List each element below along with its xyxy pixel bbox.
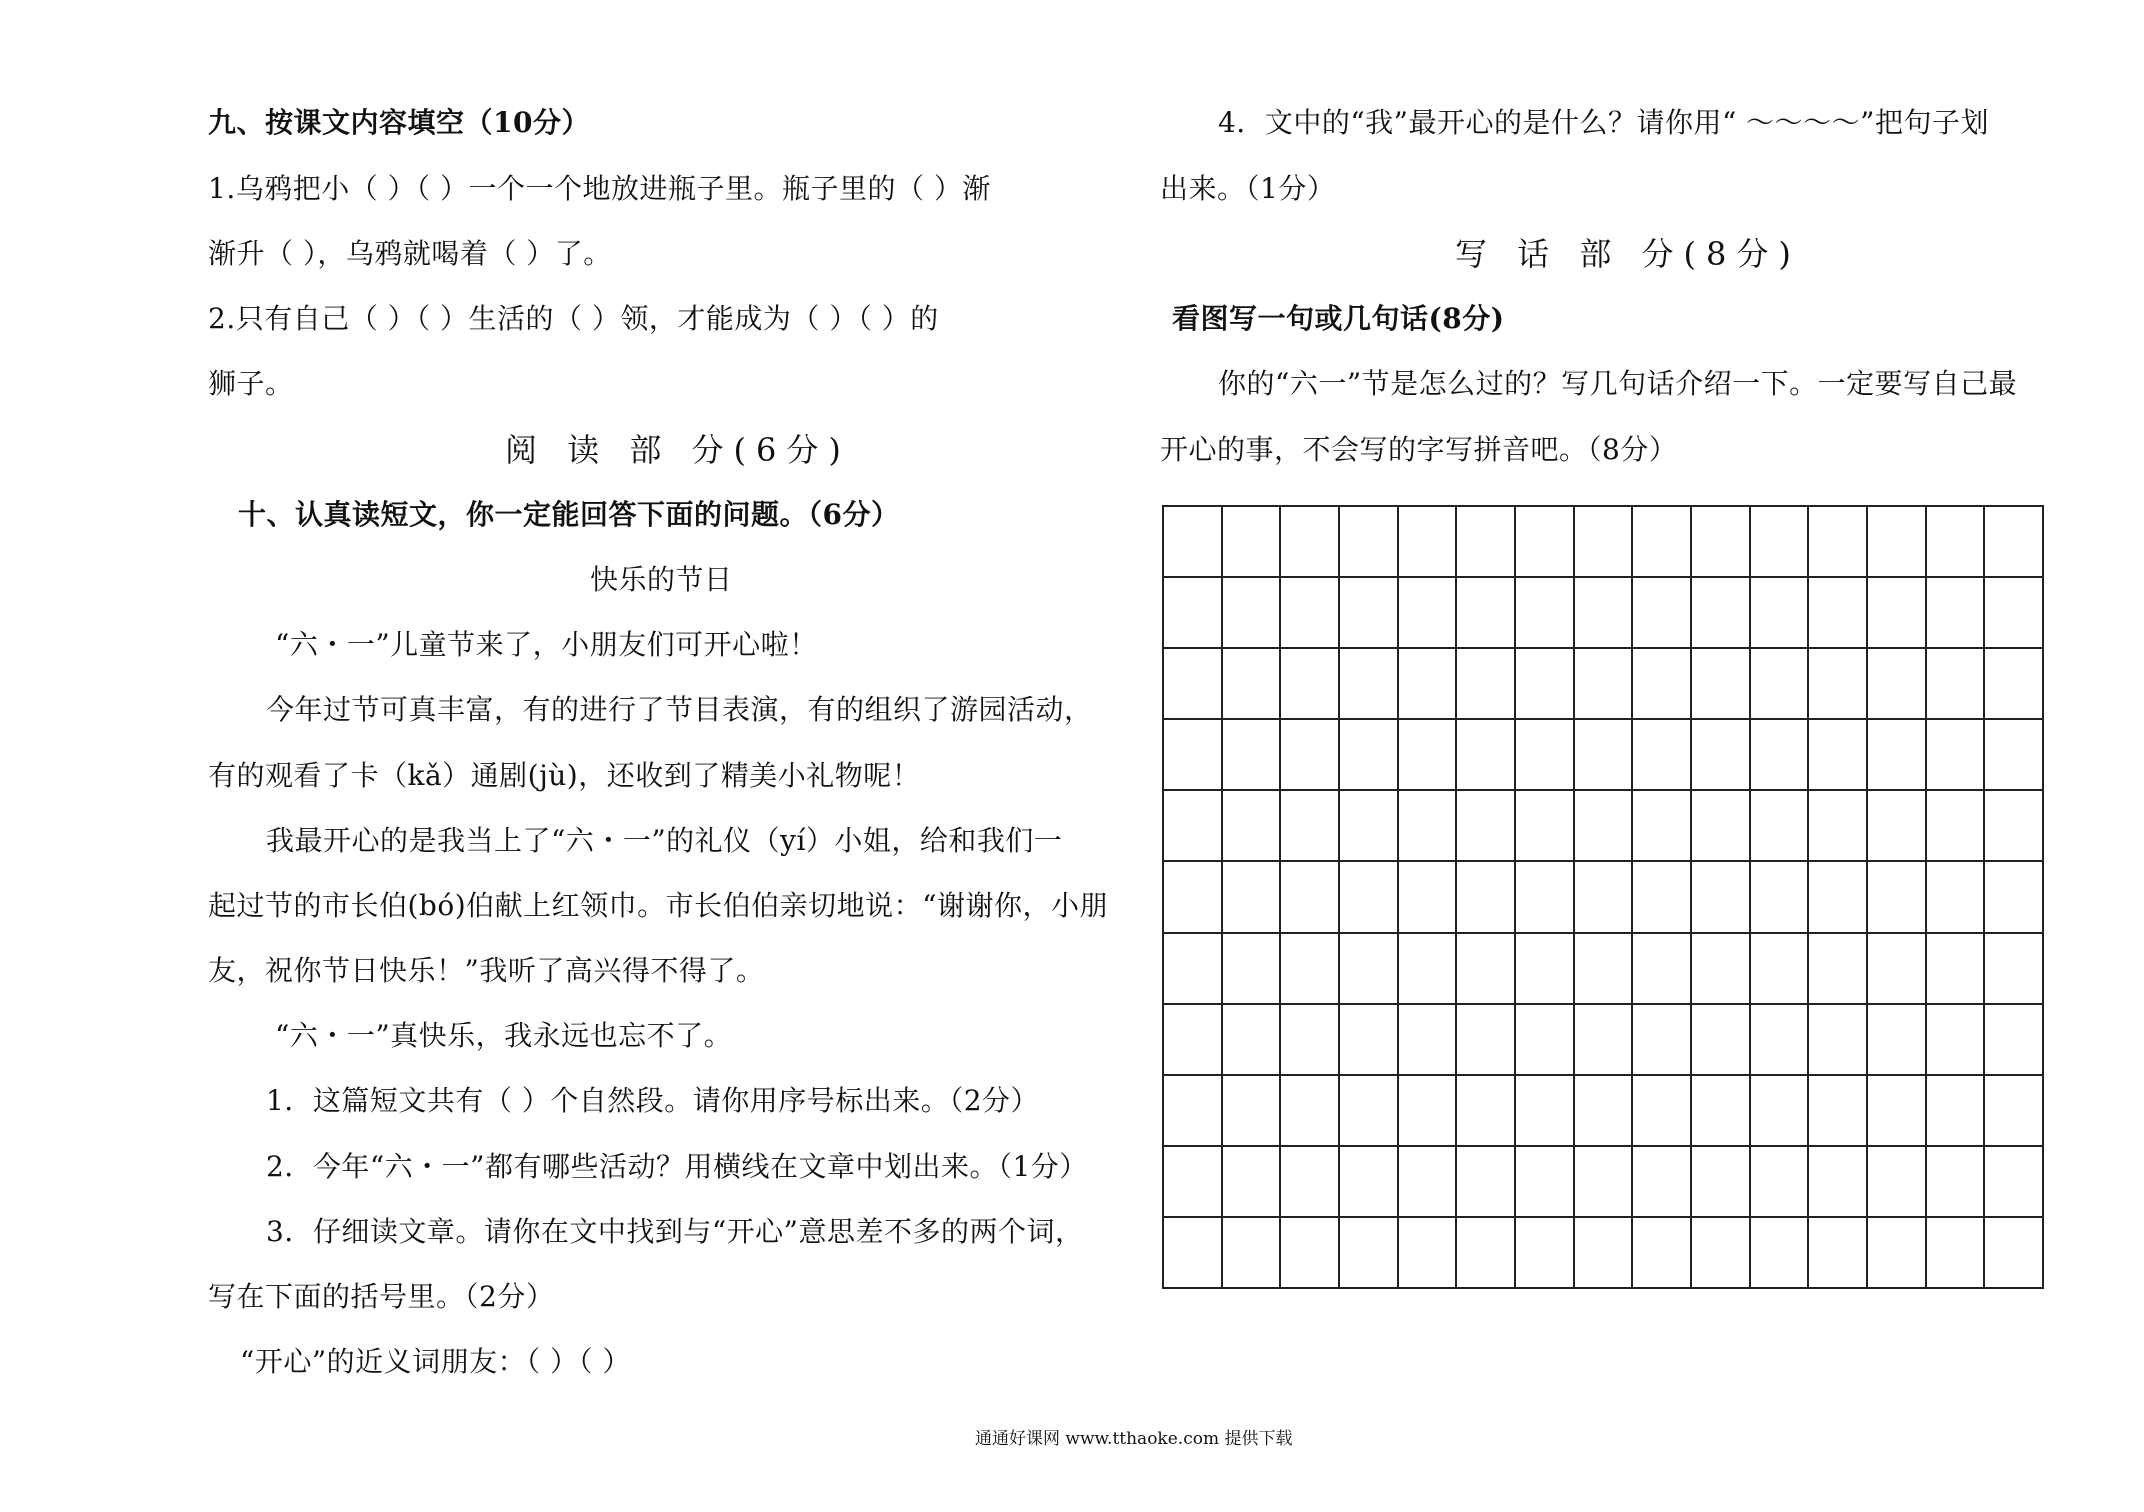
grid-cell — [1868, 934, 1927, 1005]
section-9-title: 九、按课文内容填空（10分） — [208, 106, 590, 139]
grid-cell — [1809, 578, 1868, 649]
grid-cell — [1809, 1076, 1868, 1147]
grid-cell — [1457, 649, 1516, 720]
grid-cell — [1281, 862, 1340, 933]
grid-cell — [1223, 649, 1282, 720]
grid-cell — [1692, 1005, 1751, 1076]
grid-cell — [1164, 1218, 1223, 1289]
grid-cell — [1985, 934, 2044, 1005]
question-4-line2: 出来。（1分） — [1160, 172, 1336, 205]
grid-cell — [1457, 578, 1516, 649]
grid-cell — [1633, 791, 1692, 862]
question-3-line1: 3．仔细读文章。请你在文中找到与“开心”意思差不多的两个词， — [266, 1215, 1084, 1248]
grid-cell — [1516, 649, 1575, 720]
grid-cell — [1868, 791, 1927, 862]
question-4-line1: 4．文中的“我”最开心的是什么？请你用“ ～～～～”把句子划 — [1218, 106, 1989, 139]
grid-cell — [1340, 507, 1399, 578]
grid-cell — [1985, 1147, 2044, 1218]
grid-cell — [1457, 1147, 1516, 1218]
grid-cell — [1399, 578, 1458, 649]
grid-cell — [1164, 507, 1223, 578]
grid-cell — [1809, 862, 1868, 933]
story-paragraph-2-line2: 有的观看了卡（kǎ）通剧(jù)，还收到了精美小礼物呢！ — [208, 759, 921, 792]
grid-cell — [1927, 1147, 1986, 1218]
grid-cell — [1340, 578, 1399, 649]
section-10-title: 十、认真读短文，你一定能回答下面的问题。（6分） — [238, 498, 900, 531]
grid-cell — [1692, 791, 1751, 862]
grid-cell — [1809, 791, 1868, 862]
grid-cell — [1516, 578, 1575, 649]
writing-task-title: 看图写一句或几句话(8分) — [1172, 302, 1505, 335]
grid-cell — [1751, 1076, 1810, 1147]
grid-cell — [1340, 1076, 1399, 1147]
grid-cell — [1281, 649, 1340, 720]
grid-cell — [1575, 862, 1634, 933]
grid-cell — [1633, 1076, 1692, 1147]
grid-cell — [1692, 1218, 1751, 1289]
grid-cell — [1985, 1218, 2044, 1289]
grid-cell — [1281, 578, 1340, 649]
grid-cell — [1399, 934, 1458, 1005]
grid-cell — [1457, 1218, 1516, 1289]
question-3-line2: 写在下面的括号里。（2分） — [208, 1280, 555, 1313]
grid-cell — [1985, 862, 2044, 933]
grid-cell — [1223, 720, 1282, 791]
grid-cell — [1516, 1076, 1575, 1147]
section-9-q2-line1: 2.只有自己（ ）（ ）生活的（ ）领，才能成为（ ）（ ）的 — [208, 302, 939, 335]
grid-cell — [1457, 791, 1516, 862]
grid-cell — [1751, 1005, 1810, 1076]
grid-cell — [1751, 720, 1810, 791]
grid-cell — [1164, 934, 1223, 1005]
grid-cell — [1281, 1147, 1340, 1218]
question-1: 1．这篇短文共有（ ）个自然段。请你用序号标出来。（2分） — [266, 1084, 1040, 1117]
writing-section-heading: 写 话 部 分(8分) — [1455, 235, 1801, 273]
grid-cell — [1575, 1147, 1634, 1218]
reading-section-heading: 阅 读 部 分(6分) — [505, 431, 851, 469]
grid-cell — [1340, 791, 1399, 862]
grid-cell — [1340, 1218, 1399, 1289]
grid-cell — [1164, 862, 1223, 933]
grid-cell — [1223, 1005, 1282, 1076]
grid-cell — [1751, 649, 1810, 720]
grid-cell — [1516, 791, 1575, 862]
grid-cell — [1575, 1218, 1634, 1289]
grid-cell — [1164, 649, 1223, 720]
grid-cell — [1927, 578, 1986, 649]
grid-cell — [1868, 649, 1927, 720]
grid-cell — [1457, 507, 1516, 578]
grid-cell — [1223, 1147, 1282, 1218]
grid-cell — [1575, 1076, 1634, 1147]
grid-cell — [1281, 507, 1340, 578]
story-paragraph-1: “六・一”儿童节来了，小朋友们可开心啦！ — [275, 628, 818, 661]
grid-cell — [1399, 720, 1458, 791]
writing-prompt-line2: 开心的事，不会写的字写拼音吧。（8分） — [1160, 433, 1678, 466]
grid-cell — [1399, 649, 1458, 720]
grid-cell — [1985, 720, 2044, 791]
question-3-answer-line: “开心”的近义词朋友：（ ）（ ） — [240, 1345, 631, 1378]
grid-cell — [1633, 1005, 1692, 1076]
grid-cell — [1340, 1005, 1399, 1076]
grid-cell — [1399, 507, 1458, 578]
grid-cell — [1281, 791, 1340, 862]
grid-cell — [1457, 1005, 1516, 1076]
grid-cell — [1633, 720, 1692, 791]
story-paragraph-4: “六・一”真快乐，我永远也忘不了。 — [275, 1019, 733, 1052]
writing-grid — [1162, 505, 2044, 1289]
grid-cell — [1927, 720, 1986, 791]
grid-cell — [1985, 1076, 2044, 1147]
grid-cell — [1692, 507, 1751, 578]
grid-cell — [1399, 1147, 1458, 1218]
grid-cell — [1633, 934, 1692, 1005]
grid-cell — [1457, 934, 1516, 1005]
grid-cell — [1868, 1147, 1927, 1218]
grid-cell — [1575, 934, 1634, 1005]
grid-cell — [1692, 578, 1751, 649]
grid-cell — [1751, 578, 1810, 649]
grid-cell — [1399, 1218, 1458, 1289]
grid-cell — [1340, 720, 1399, 791]
grid-cell — [1164, 720, 1223, 791]
grid-cell — [1223, 1076, 1282, 1147]
grid-cell — [1809, 1005, 1868, 1076]
grid-cell — [1516, 507, 1575, 578]
section-9-q1-line2: 渐升（ ），乌鸦就喝着（ ）了。 — [208, 237, 612, 270]
grid-cell — [1868, 1218, 1927, 1289]
grid-cell — [1516, 934, 1575, 1005]
grid-cell — [1633, 1147, 1692, 1218]
story-paragraph-2-line1: 今年过节可真丰富，有的进行了节目表演，有的组织了游园活动， — [266, 693, 1093, 726]
grid-cell — [1809, 934, 1868, 1005]
grid-cell — [1516, 1218, 1575, 1289]
grid-cell — [1516, 1005, 1575, 1076]
grid-cell — [1281, 720, 1340, 791]
grid-cell — [1692, 1076, 1751, 1147]
grid-cell — [1223, 934, 1282, 1005]
grid-cell — [1223, 507, 1282, 578]
grid-cell — [1927, 507, 1986, 578]
grid-cell — [1223, 791, 1282, 862]
grid-cell — [1809, 720, 1868, 791]
grid-cell — [1809, 649, 1868, 720]
grid-cell — [1985, 1005, 2044, 1076]
grid-cell — [1223, 1218, 1282, 1289]
story-paragraph-3-line2: 起过节的市长伯(bó)伯献上红领巾。市长伯伯亲切地说：“谢谢你，小朋 — [208, 889, 1108, 922]
grid-cell — [1633, 649, 1692, 720]
grid-cell — [1751, 1218, 1810, 1289]
grid-cell — [1809, 1218, 1868, 1289]
grid-cell — [1751, 507, 1810, 578]
grid-cell — [1927, 1076, 1986, 1147]
grid-cell — [1575, 649, 1634, 720]
grid-cell — [1985, 791, 2044, 862]
grid-cell — [1575, 791, 1634, 862]
grid-cell — [1164, 1147, 1223, 1218]
grid-cell — [1164, 1076, 1223, 1147]
footer-source: 通通好课网 www.tthaoke.com 提供下载 — [975, 1429, 1293, 1449]
grid-cell — [1164, 578, 1223, 649]
grid-cell — [1457, 1076, 1516, 1147]
grid-cell — [1340, 1147, 1399, 1218]
grid-cell — [1575, 720, 1634, 791]
grid-cell — [1809, 507, 1868, 578]
grid-cell — [1985, 649, 2044, 720]
grid-cell — [1399, 1076, 1458, 1147]
grid-cell — [1457, 862, 1516, 933]
grid-cell — [1985, 507, 2044, 578]
grid-cell — [1927, 1005, 1986, 1076]
grid-cell — [1692, 720, 1751, 791]
grid-cell — [1457, 720, 1516, 791]
grid-cell — [1692, 649, 1751, 720]
grid-cell — [1281, 1076, 1340, 1147]
grid-cell — [1809, 1147, 1868, 1218]
grid-cell — [1868, 1005, 1927, 1076]
grid-cell — [1281, 1218, 1340, 1289]
grid-cell — [1927, 1218, 1986, 1289]
grid-cell — [1692, 934, 1751, 1005]
grid-cell — [1164, 1005, 1223, 1076]
grid-cell — [1575, 507, 1634, 578]
grid-cell — [1633, 578, 1692, 649]
grid-cell — [1927, 934, 1986, 1005]
grid-cell — [1633, 862, 1692, 933]
question-2: 2．今年“六・一”都有哪些活动？用横线在文章中划出来。（1分） — [266, 1150, 1088, 1183]
grid-cell — [1751, 1147, 1810, 1218]
grid-cell — [1516, 720, 1575, 791]
grid-cell — [1751, 862, 1810, 933]
section-9-q1-line1: 1.乌鸦把小（ ）（ ）一个一个地放进瓶子里。瓶子里的（ ）渐 — [208, 172, 991, 205]
grid-cell — [1340, 862, 1399, 933]
grid-cell — [1399, 862, 1458, 933]
grid-cell — [1692, 862, 1751, 933]
grid-cell — [1281, 1005, 1340, 1076]
grid-cell — [1399, 1005, 1458, 1076]
grid-cell — [1575, 1005, 1634, 1076]
story-paragraph-3-line1: 我最开心的是我当上了“六・一”的礼仪（yí）小姐，给和我们一 — [266, 824, 1063, 857]
grid-cell — [1516, 862, 1575, 933]
grid-cell — [1633, 507, 1692, 578]
grid-cell — [1868, 1076, 1927, 1147]
grid-cell — [1927, 649, 1986, 720]
grid-cell — [1927, 791, 1986, 862]
grid-cell — [1223, 862, 1282, 933]
grid-cell — [1223, 578, 1282, 649]
section-9-q2-line2: 狮子。 — [208, 367, 294, 400]
grid-cell — [1868, 720, 1927, 791]
story-title: 快乐的节日 — [590, 563, 733, 596]
grid-cell — [1399, 791, 1458, 862]
grid-cell — [1575, 578, 1634, 649]
grid-cell — [1751, 791, 1810, 862]
grid-cell — [1868, 578, 1927, 649]
grid-cell — [1516, 1147, 1575, 1218]
grid-cell — [1868, 507, 1927, 578]
grid-cell — [1692, 1147, 1751, 1218]
writing-prompt-line1: 你的“六一”节是怎么过的？写几句话介绍一下。一定要写自己最 — [1218, 367, 2018, 400]
grid-cell — [1985, 578, 2044, 649]
story-paragraph-3-line3: 友，祝你节日快乐！”我听了高兴得不得了。 — [208, 954, 765, 987]
grid-cell — [1927, 862, 1986, 933]
grid-cell — [1164, 791, 1223, 862]
grid-cell — [1340, 649, 1399, 720]
grid-cell — [1281, 934, 1340, 1005]
grid-cell — [1633, 1218, 1692, 1289]
grid-cell — [1340, 934, 1399, 1005]
grid-cell — [1751, 934, 1810, 1005]
grid-cell — [1868, 862, 1927, 933]
